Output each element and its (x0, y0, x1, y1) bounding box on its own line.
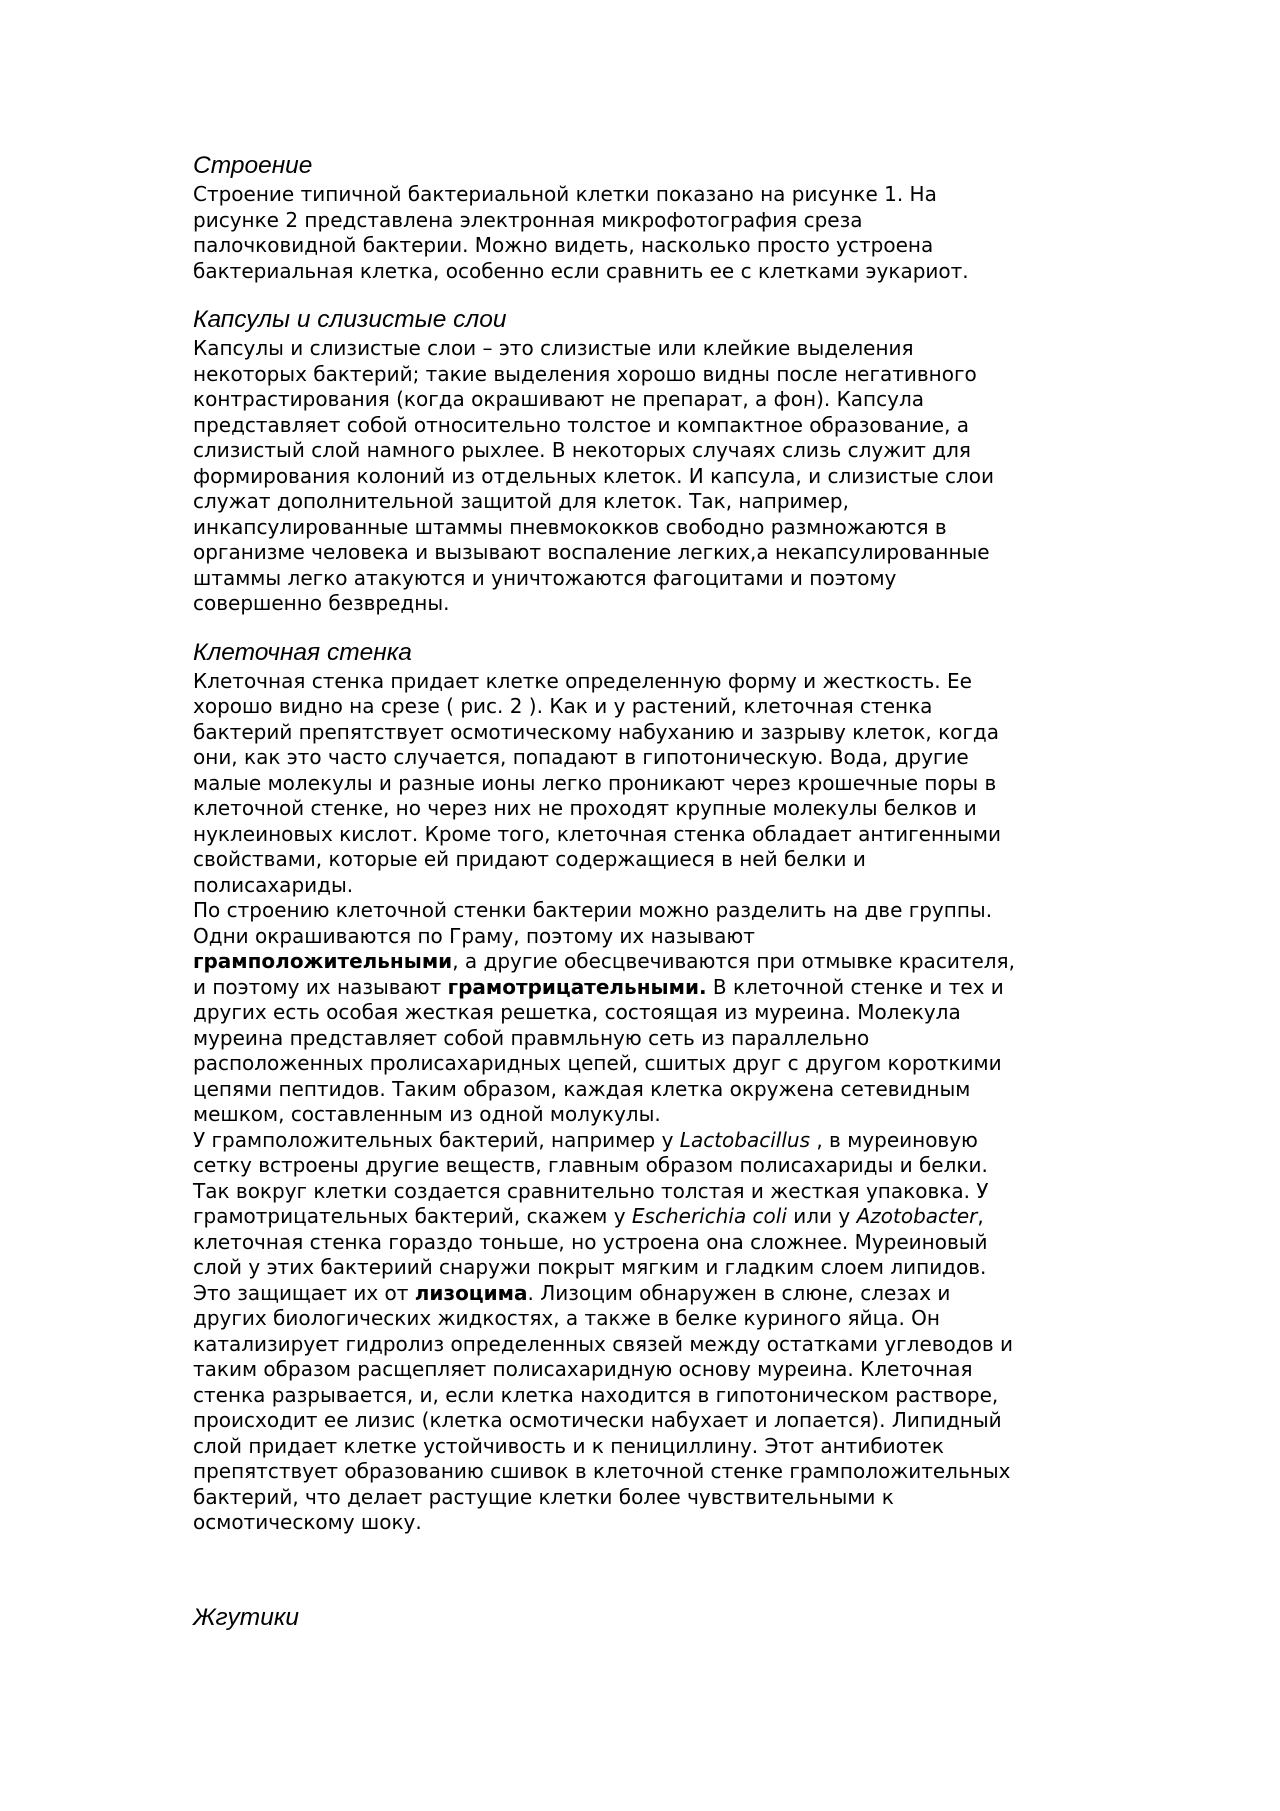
section-heading-capsules: Капсулы и слизистые слои (193, 306, 507, 333)
text-run: , клеточная стенка гораздо тоньше, но устроена она сложнее. Муреиновый слой у этих бактериий снаружи покрыт мягким и гладким слоем липидов. Это защищает их от (193, 1204, 988, 1305)
genus-azotobacter: Azotobacter (856, 1204, 978, 1228)
term-lysozyme: лизоцима (414, 1280, 528, 1305)
term-gram-negative: грамотрицательными. (447, 974, 707, 999)
section-heading-cell-wall: Клеточная стенка (193, 638, 412, 666)
genus-lactobacillus: Lactobacillus (679, 1127, 810, 1152)
section-heading-flagella: Жгутики (193, 1603, 300, 1631)
section-heading-structure: Строение (193, 152, 313, 179)
text-run: . Лизоцим обнаружен в слюне, слезах и других биологических жидкостях, а также в белке куриного яйца. Он катализирует гидролиз определенных связей между остатками углеводов и таким образом расщепляет полисахаридную основу муреина. Клеточная стенка разрывается, и, если клетка находится в гипотоническом растворе, происходит ее лизис (клетка осмотически набухает и лопается). Липидный слой придает клетке устойчивость и к пенициллину. Этот антибиотек препятствует образованию сшивок в клеточной стенке грамположительных бактерий, что делает растущие клетки более чувствительными к осмотическому шоку. (193, 1280, 1013, 1534)
species-escherichia-coli: Escherichia coli (631, 1204, 787, 1228)
document-page (193, 150, 1093, 1634)
text-run: В клеточной стенке и тех и других есть особая жесткая решетка, состоящая из муреина. Молекула муреина представляет собой правмльную сеть из параллельно расположенных пролисахаридных цепей, сшитых друг с другом короткими цепями пептидов. Таким образом, каждая клетка окружена сетевидным мешком, составленным из одной молукулы. (193, 974, 1004, 1126)
section-spacer (193, 284, 1093, 304)
text-run: По строению клеточной стенки бактерии можно разделить на две группы. Одни окрашиваются по Граму, поэтому их называют (193, 898, 993, 948)
section-spacer (193, 1536, 1093, 1602)
text-run: или у (786, 1204, 857, 1228)
text-run: , в муреиновую сетку встроены другие веществ, главным образом полисахариды и белки. Так вокруг клетки создается сравнительно толстая и жесткая упаковка. У грамотрицательных бактерий, скажем у (193, 1127, 989, 1228)
text-run: У грамположительных бактерий, например у (193, 1127, 680, 1152)
paragraph-cell-wall-1: Клеточная стенка придает клетке определенную форму и жесткость. Ее хорошо видно на срезе ( рис. 2 ). Как и у растений, клеточная стенка бактерий препятствует осмотическому набуханию и зазрыву клеток, когда они, как это часто случается, попадают в гипотоническую. Вода, другие малые молекулы и разные ионы легко проникают через крошечные поры в клеточной стенке, но через них не проходят крупные молекулы белков и нуклеиновых кислот. Кроме того, клеточная стенка обладает антигенными свойствами, которые ей придают содержащиеся в ней белки и полисахариды. (193, 668, 1001, 897)
paragraph-cell-wall-3 (193, 1128, 1093, 1536)
paragraph-structure: Строение типичной бактериальной клетки показано на рисунке 1. На рисунке 2 представлена электронная микрофотография среза палочковидной бактерии. Можно видеть, насколько просто устроена бактериальная клетка, особенно если сравнить ее с клетками эукариот. (193, 182, 969, 283)
section-spacer (193, 617, 1093, 637)
term-gram-positive: грамположительными (193, 949, 453, 973)
paragraph-cell-wall-2 (193, 898, 1093, 1128)
paragraph-capsules: Капсулы и слизистые слои – это слизистые или клейкие выделения некоторых бактерий; такие выделения хорошо видны после негативного контрастирования (когда окрашивают не препарат, а фон). Капсула представляет собой относительно толстое и компактное образование, а слизистый слой намного рыхлее. В некоторых случаях слизь служит для формирования колоний из отдельных клеток. И капсула, и слизистые слои служат дополнительной защитой для клеток. Так, например, инкапсулированные штаммы пневмококков свободно размножаются в организме человека и вызывают воспаление легких,а некапсулированные штаммы легко атакуются и уничтожаются фагоцитами и поэтому совершенно безвредны. (193, 336, 995, 615)
text-run: , а другие обесцвечиваются при отмывке красителя, и поэтому их называют (193, 949, 1015, 999)
